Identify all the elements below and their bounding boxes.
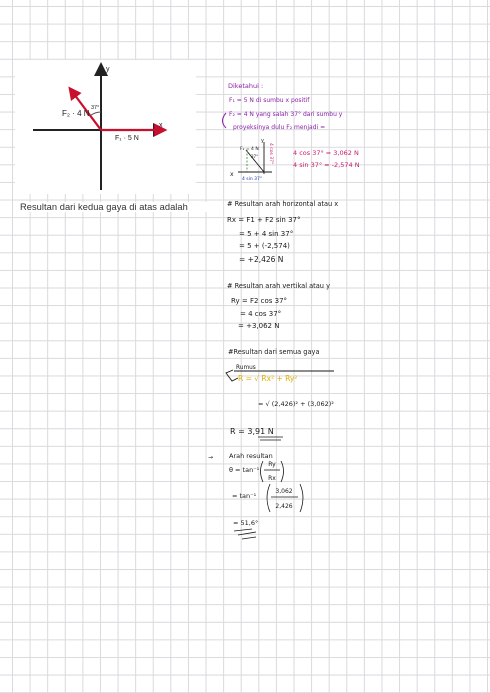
sketch-f2-label: F₂ = 4 N <box>240 147 259 152</box>
direction-arrow-icon: → <box>208 454 214 461</box>
sketch-angle-label: 37° <box>251 154 259 159</box>
resultant-title: #Resultan dari semua gaya <box>228 348 320 356</box>
horizontal-title: # Resultan arah horizontal atau x <box>227 200 339 208</box>
direction-frac-top: Ry <box>268 461 276 468</box>
known-line-1: F₁ = 5 N di sumbu x positif <box>229 97 310 104</box>
sketch-x-label: x <box>230 171 234 178</box>
known-bracket <box>223 113 227 128</box>
direction-result-underline <box>234 529 256 539</box>
vertical-line-3: = +3,062 N <box>238 322 280 330</box>
resultant-value: R = 3,91 N <box>230 427 274 436</box>
rumus-label: Rumus <box>236 365 256 371</box>
vertical-line-2: = 4 cos 37° <box>240 310 282 318</box>
direction-paren2-left <box>267 484 270 512</box>
f2-label: F₂ · 4 N <box>62 109 90 118</box>
horizontal-line-1: Rx = F1 + F2 sin 37° <box>227 216 301 224</box>
sketch-cos-label: 4 cos 37° <box>268 143 273 165</box>
direction-frac2-bot: 2,426 <box>275 503 293 510</box>
y-axis-label: y <box>106 66 110 73</box>
rumus-arrow <box>226 370 238 381</box>
angle-label: 37° <box>91 105 100 111</box>
direction-paren2-right <box>300 484 303 512</box>
x-axis-label: x <box>159 122 163 129</box>
direction-title: Arah resultan <box>229 452 273 460</box>
direction-paren-left <box>261 461 264 482</box>
component-cos: 4 cos 37° = 3,062 N <box>293 149 359 157</box>
horizontal-line-4: = +2,426 N <box>239 255 284 264</box>
vertical-line-1: Ry = F2 cos 37° <box>231 297 288 305</box>
question-text: Resultan dari kedua gaya di atas adalah <box>20 202 220 212</box>
known-line-3: proyeksinya dulu F₂ menjadi = <box>233 124 326 131</box>
vertical-title: # Resultan arah vertikal atau y <box>227 282 330 290</box>
resultant-formula: R = √ Rx² + Ry² <box>238 374 298 383</box>
horizontal-line-2: = 5 + 4 sin 37° <box>239 230 294 238</box>
direction-frac-bot: Rx <box>268 475 276 482</box>
sketch-y-label: y <box>261 138 264 144</box>
direction-theta: θ = tan⁻¹ <box>229 466 260 474</box>
resultant-substitution: = √ (2,426)² + (3,062)² <box>258 400 334 408</box>
f1-label: F₁ · 5 N <box>115 135 139 142</box>
known-line-2: F₂ = 4 N yang salah 37° dari sumbu y <box>229 111 343 118</box>
direction-result: = 51,6° <box>233 519 259 527</box>
sketch-sin-label: 4 sin 37° <box>242 177 263 182</box>
direction-paren-right <box>281 461 284 482</box>
known-title: Diketahui : <box>228 82 264 90</box>
horizontal-line-3: = 5 + (-2,574) <box>239 242 290 250</box>
direction-line-2: = tan⁻¹ <box>232 492 257 500</box>
component-sin: 4 sin 37° = -2,574 N <box>293 161 360 169</box>
direction-frac2-top: 3,062 <box>275 488 293 495</box>
